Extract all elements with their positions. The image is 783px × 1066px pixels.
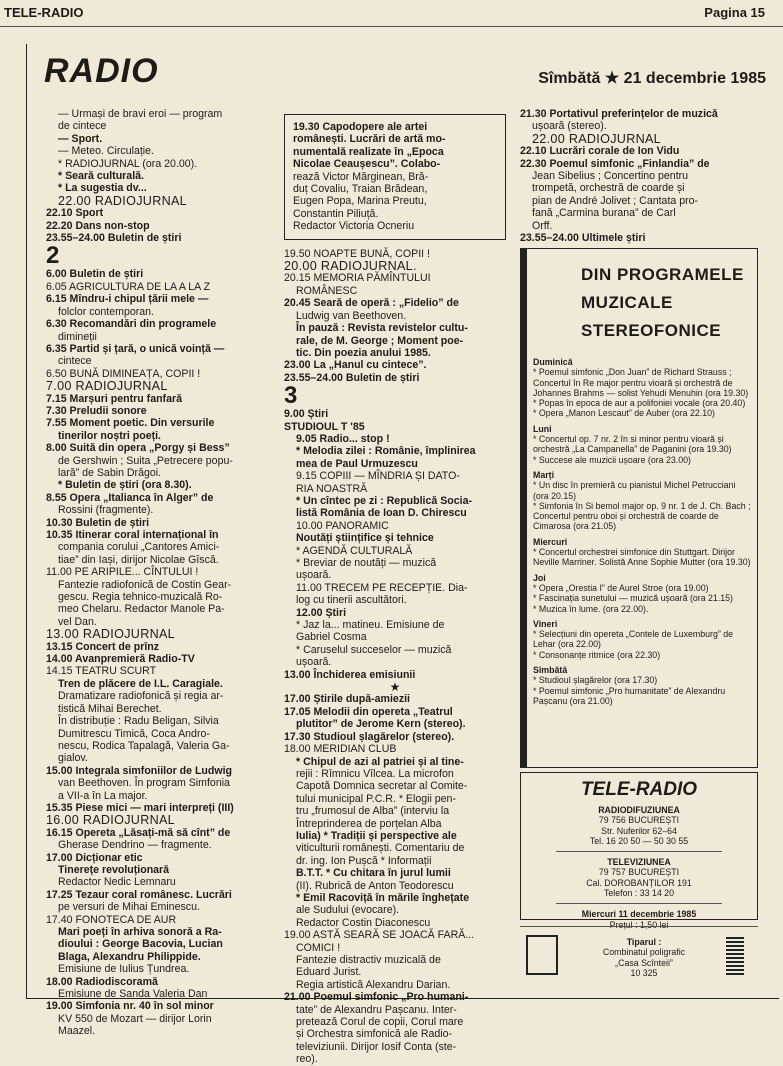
page-number: Pagina 15	[704, 5, 765, 20]
program-line: 6.50 BUNĂ DIMINEAȚA, COPII !	[46, 367, 201, 380]
program-line: lară” de Sabin Drăgoi.	[58, 466, 162, 479]
program-line: 20.45 Seară de operă : „Fidelio” de	[284, 297, 459, 310]
program-line: Constantin Piliuță.	[293, 207, 379, 220]
program-line: 19.50 NOAPTE BUNĂ, COPII !	[284, 247, 431, 260]
program-line: 12.00 Știri	[296, 606, 347, 619]
program-line: 21.30 Portativul preferințelor de muzică	[520, 108, 718, 120]
program-line: 19.00 Simfonia nr. 40 în sol minor	[46, 1000, 214, 1013]
program-line: STUDIOUL T '85	[284, 420, 365, 433]
program-line: rează Victor Mărginean, Bră-	[293, 170, 429, 183]
program-line: În distribuție : Radu Beligan, Silvia	[58, 715, 219, 728]
printer-info	[564, 937, 724, 978]
program-line: 11.00 TRECEM PE RECEPȚIE. Dia-	[296, 581, 468, 594]
program-line: vel Dan.	[58, 615, 97, 628]
program-line: * Seară culturală.	[58, 170, 144, 183]
info-line: Prețul : 1,50 lei	[609, 919, 669, 930]
program-line: Eduard Jurist.	[296, 966, 362, 979]
program-line: Rossini (fragmente).	[58, 504, 154, 517]
program-line: 17.00 Știrile după-amiezii	[284, 693, 410, 706]
program-line: * Studioul șlagărelor (ora 17.30)	[533, 675, 658, 686]
program-line: Blaga, Alexandru Philippide.	[58, 950, 201, 963]
program-line: 9.00 Știri	[284, 408, 329, 421]
program-line: 6.05 AGRICULTURA DE LA A LA Z	[46, 280, 211, 293]
program-line: duț Covaliu, Traian Brădean,	[293, 183, 428, 196]
program-line: Întreprinderea de porțelan Alba	[296, 817, 442, 830]
program-line: 22.10 Lucrări corale de Ion Vidu	[520, 145, 680, 158]
program-line: Eugen Popa, Marina Preutu,	[293, 195, 427, 208]
program-line: televiziunii. Dirijor Iosif Conta (ste-	[296, 1040, 457, 1053]
program-line: * Poemul simfonic „Don Juan” de Richard Strauss ; Concertul în Re major pentru vioară și orchestră de Johannes Brahms — solist Yehudi Menuhin (ora 19.30)	[533, 367, 749, 398]
program-line: 14.00 Avanpremieră Radio-TV	[46, 653, 195, 666]
program-line: rejii : Rîmnicu Vîlcea. La microfon	[296, 767, 454, 780]
program-line: Nicolae Ceaușescu”. Colabo-	[293, 158, 441, 171]
program-date: Sîmbătă ★ 21 decembrie 1985	[538, 70, 766, 87]
program-line: Vineri	[533, 618, 558, 629]
program-line: * Melodia zilei : Românie, împlinirea	[296, 445, 476, 458]
program-line: 21.00 Poemul simfonic „Pro humani-	[284, 991, 469, 1004]
program-line: * Opera „Orestia I” de Aurel Stroe (ora 19.00)	[533, 582, 709, 593]
printer-box	[520, 926, 758, 980]
program-line: cintece	[58, 355, 92, 368]
program-line: * Buletin de știri (ora 8.30).	[58, 479, 192, 492]
program-line: tiae” din Iași, dirijor Nicolae Gîscă.	[58, 553, 219, 566]
info-line: TELEVIZIUNEA	[607, 857, 671, 868]
program-line: * Chipul de azi al patriei și al tine-	[296, 755, 464, 768]
program-line: * La sugestia dv...	[58, 182, 147, 195]
program-line: Noutăți științifice și tehnice	[296, 532, 434, 545]
publication-name: TELE-RADIO	[4, 5, 84, 20]
program-line: Fantezie distractiv muzicală de	[296, 954, 441, 966]
program-line: 8.00 Suită din opera „Porgy și Bess”	[46, 442, 230, 455]
program-line: Duminică	[533, 357, 573, 367]
program-line: gialov.	[58, 752, 88, 765]
program-line: * Jaz la... matineu. Emisiune de	[296, 619, 445, 632]
program-line: * Concertul op. 7 nr. 2 în si minor pentru vioară și orchestră „La Campanella” de Paganini (ora 19.30)	[533, 434, 732, 455]
program-line: Emisiune de Iulius Țundrea.	[58, 963, 190, 976]
program-line: fană „Carmina burana” de Carl	[532, 207, 676, 220]
info-line: Tiparul :	[626, 937, 662, 947]
program-line: Redactor Nedic Lemnaru	[58, 876, 176, 889]
program-line: tate” de Alexandru Pașcanu. Inter-	[296, 1003, 457, 1016]
printer-logo-icon	[526, 935, 558, 975]
highlight-box	[284, 114, 506, 240]
info-line: 10 325	[630, 967, 658, 978]
program-line: 13.00 RADIOJURNAL	[46, 627, 175, 642]
program-line: 20.00 RADIOJURNAL.	[284, 259, 417, 274]
program-line: B.T.T. * Cu chitara în jurul lumii	[296, 867, 451, 880]
tv-address	[521, 857, 757, 898]
program-line: trompetă, orchestră de coarde și	[532, 182, 685, 195]
program-line: Sîmbătă	[533, 665, 568, 676]
program-line: Mari poeți în arhiva sonoră a Ra-	[58, 926, 222, 938]
program-line: tinerilor noștri poeți.	[58, 429, 161, 442]
program-line: tului municipal P.C.R. * Elogii pen-	[296, 792, 456, 805]
program-line: numentală realizate în „Epoca	[293, 145, 444, 158]
program-line: 23.55–24.00 Buletin de știri	[284, 371, 420, 384]
program-line: 18.00 MERIDIAN CLUB	[284, 743, 397, 756]
program-line: 22.00 RADIOJURNAL	[58, 193, 187, 208]
program-line: 18.00 Radiodiscoramă	[46, 975, 158, 988]
program-line: 17.30 Studioul șlagărelor (stereo).	[284, 730, 455, 743]
program-line: van Beethoven. În program Simfonia	[58, 777, 230, 790]
program-line: 6.15 Mîndru-i chipul țării mele —	[46, 293, 209, 306]
program-line: 7.30 Preludii sonore	[46, 404, 147, 417]
program-line: 19.00 ASTĂ SEARĂ SE JOACĂ FARĂ...	[284, 929, 475, 942]
program-line: folclor contemporan.	[58, 305, 154, 318]
program-line: — Meteo. Circulație.	[58, 145, 154, 158]
program-line: 20.15 MEMORIA PĂMÎNTULUI	[284, 272, 431, 285]
program-line: 17.25 Tezaur coral românesc. Lucrări	[46, 888, 232, 901]
program-line: românești. Lucrări de artă mo-	[293, 133, 446, 146]
stereo-title: DIN PROGRAMELE MUZICALE STEREOFONICE	[581, 265, 744, 340]
program-line: pian de André Jolivet ; Cantata pro-	[532, 194, 699, 207]
program-line: gescu. Regia tehnico-muzicală Ro-	[58, 591, 223, 604]
program-line: Ludwig van Beethoven.	[296, 309, 407, 322]
program-line: tistică Mihai Berechet.	[58, 702, 162, 715]
program-line: ușoară.	[296, 569, 332, 582]
program-line: Redactor Costin Diaconescu	[296, 916, 431, 929]
info-line: Cal. DOROBANȚILOR 191	[586, 877, 692, 888]
program-line: 22.00 RADIOJURNAL	[532, 131, 661, 146]
program-line: * AGENDĂ CULTURALĂ	[296, 544, 413, 557]
program-line: * Opera „Manon Lescaut” de Auber (ora 22.10)	[533, 408, 715, 419]
program-line: pe versuri de Mihai Eminescu.	[58, 901, 200, 914]
program-line: 22.10 Sport	[46, 207, 104, 220]
program-line: plutitor” de Jerome Kern (stereo).	[296, 718, 466, 731]
radio-address	[521, 805, 757, 846]
program-line: 10.30 Buletin de știri	[46, 516, 150, 529]
program-line: Maazel.	[58, 1025, 96, 1038]
program-line: Joi	[533, 572, 546, 583]
program-line: ROMÂNESC	[296, 284, 358, 297]
program-line: Gherase Dendrino — fragmente.	[58, 839, 212, 852]
program-line: 8.55 Opera „Italianca în Alger” de	[46, 491, 214, 504]
stereo-programs-box	[520, 248, 758, 768]
program-line: 7.55 Moment poetic. Din versurile	[46, 417, 215, 430]
program-line: Regia artistică Alexandru Darian.	[296, 978, 451, 991]
program-line: dimineții	[58, 330, 97, 343]
program-line: 10.35 Itinerar coral internațional în	[46, 529, 219, 541]
program-line: 6.00 Buletin de știri	[46, 268, 144, 281]
column-1	[46, 108, 264, 1038]
program-line: Emisiune de Sanda Valeria Dan	[58, 988, 208, 1001]
program-line: rale, de M. George ; Moment poe-	[296, 334, 464, 347]
program-line: * Un cîntec pe zi : Republică Socia-	[296, 494, 473, 507]
program-line: * Succese ale muzicii ușoare (ora 23.00)	[533, 454, 691, 465]
program-line: de Gershwin ; Suita „Petrecere popu-	[58, 454, 233, 467]
program-line: dr. ing. Ion Pușcă * Informații	[296, 854, 432, 867]
section-title-row	[26, 42, 766, 98]
program-line: mea de Paul Urmuzescu	[296, 457, 418, 470]
program-line: 2	[46, 242, 60, 270]
info-line: RADIODIFUZIUNEA	[598, 805, 680, 815]
program-line: reo).	[296, 1053, 318, 1066]
program-line: * Concertul orchestrei simfonice din Stuttgart. Dirijor Neville Marriner. Solistă Anne Sophie Mutter (ora 19.30)	[533, 547, 751, 568]
program-line: pretează Corul de copii, Corul mare	[296, 1016, 464, 1029]
program-line: — Urmași de bravi eroi — program	[58, 108, 223, 120]
program-line: — Sport.	[58, 132, 103, 145]
program-line: 10.00 PANORAMIC	[296, 519, 389, 532]
program-line: * Muzica în lume. (ora 22.00).	[533, 603, 649, 614]
program-line: * Simfonia în Si bemol major op. 9 nr. 1 de J. Ch. Bach ; Concertul pentru oboi și orchestră de coarde de Cimarosa (ora 21.05)	[533, 500, 751, 532]
program-line: 17.05 Melodii din opereta „Teatrul	[284, 705, 453, 718]
program-line: 3	[284, 382, 298, 410]
program-line: de cintece	[58, 120, 107, 133]
program-line: RIA NOASTRĂ	[296, 482, 368, 495]
program-line: 23.55–24.00 Ultimele știri	[520, 232, 646, 245]
program-line: Tren de plăcere de I.L. Caragiale.	[58, 677, 223, 690]
program-line: Iulia) * Tradiții și perspective ale	[296, 829, 457, 842]
program-line: Miercuri	[533, 536, 568, 547]
program-line: 19.30 Capodopere ale artei	[293, 121, 428, 133]
program-line: * Caruselul succeselor — muzică	[296, 643, 452, 656]
program-line: tru „frumosul de Alba” (interviu la	[296, 805, 450, 818]
program-line: a VII-a în La major.	[58, 789, 148, 802]
program-line: ușoară (stereo).	[532, 120, 607, 133]
program-line: tic. Din poezia anului 1985.	[296, 346, 431, 359]
program-line: 6.35 Partid și țară, o unică voință —	[46, 342, 225, 355]
program-line: * Poemul simfonic „Pro humanitate” de Alexandru Pașcanu (ora 21.00)	[533, 685, 726, 706]
program-line: Dramatizare radiofonică și regia ar-	[58, 690, 224, 703]
program-line: Capotă Domnica secretar al Comite-	[296, 780, 468, 793]
program-line: 13.00 Închiderea emisiunii	[284, 668, 416, 681]
program-line: 16.15 Opereta „Lăsați-mă să cînt” de	[46, 826, 231, 839]
program-line: 23.00 La „Hanul cu cintece”.	[284, 359, 427, 372]
program-line: Redactor Victoria Ocneriu	[293, 220, 415, 233]
program-line: Dumitrescu Timică, Coca Andro-	[58, 727, 210, 740]
info-line: 79 757 BUCUREȘTI	[598, 867, 680, 878]
info-line: Telefon : 33 14 20	[604, 888, 674, 899]
program-line: În pauză : Revista revistelor cultu-	[296, 322, 468, 335]
divider	[556, 903, 721, 904]
info-line: „Casa Scînteii”	[615, 957, 673, 968]
program-line: compania corului „Cantores Amici-	[58, 541, 220, 554]
program-line: ușoară.	[296, 656, 332, 669]
program-line: 15.00 Integrala simfoniilor de Ludwig	[46, 764, 233, 777]
program-line: KV 550 de Mozart — dirijor Lorin	[58, 1012, 212, 1025]
program-line: * Un disc în premieră cu pianistul Michel Petrucciani (ora 20.15)	[533, 480, 736, 501]
program-line: ★	[389, 680, 401, 695]
info-line: Tel. 16 20 50 — 50 30 55	[589, 835, 689, 846]
program-line: Orff.	[532, 219, 553, 232]
info-line: Combinatul poligrafic	[602, 947, 686, 958]
program-line: viticulturii românești. Comentariu de	[296, 842, 465, 855]
program-line: COMICI !	[296, 941, 341, 954]
program-line: 17.40 FONOTECA DE AUR	[46, 913, 177, 926]
program-line: 17.00 Dicționar etic	[46, 851, 143, 864]
program-line: nescu, Rodica Tapalagă, Valeria Ga-	[58, 739, 230, 752]
program-line: 9.05 Radio... stop !	[296, 432, 390, 445]
program-line: 23.55–24.00 Buletin de știri	[46, 232, 182, 245]
program-line: Luni	[533, 423, 552, 434]
program-line: * Fascinația sunetului — muzică ușoară (ora 21.15)	[533, 593, 733, 604]
program-line: și Orchestra simfonică ale Radio-	[296, 1028, 453, 1041]
program-line: Marți	[533, 469, 555, 480]
program-line: 22.30 Poemul simfonic „Finlandia” de	[520, 157, 710, 170]
program-line: meo Chelaru. Redactor Manole Pa-	[58, 603, 225, 616]
section-title: RADIO	[44, 52, 159, 90]
page-header	[0, 0, 783, 27]
program-line: ale Sudului (evocare).	[296, 904, 400, 917]
program-line: * Breviar de noutăți — muzică	[296, 557, 437, 569]
program-line: * Consonanțe ritmice (ora 22.30)	[533, 649, 661, 660]
program-line: * Emil Racoviță în mările înghețate	[296, 891, 470, 904]
program-line: 22.20 Dans non-stop	[46, 219, 150, 232]
program-line: (II). Rubrică de Anton Teodorescu	[296, 879, 454, 892]
info-line: Miercuri 11 decembrie 1985	[581, 909, 697, 920]
program-line: 11.00 PE ARIPILE... CÎNTULUI !	[46, 566, 199, 579]
program-line: 7.00 RADIOJURNAL	[46, 379, 168, 394]
publisher-title: TELE-RADIO	[580, 779, 698, 800]
program-line: Fantezie radiofonică de Costin Gear-	[58, 578, 232, 591]
program-line: Gabriel Cosma	[296, 631, 367, 644]
publisher-box	[520, 772, 758, 930]
column-3	[520, 108, 760, 244]
program-line: Tinerețe revoluționară	[58, 863, 170, 876]
program-line: 15.35 Piese mici — mari interpreți (III)	[46, 801, 234, 814]
program-line: * Popas în epoca de aur a polifoniei vocale (ora 20.40)	[533, 398, 746, 409]
program-line: 9.15 COPIII — MÎNDRIA ȘI DATO-	[296, 470, 460, 483]
program-line: 13.15 Concert de prînz	[46, 640, 160, 653]
info-line: Str. Nuferilor 62–64	[601, 825, 677, 836]
program-line: Jean Sibelius ; Concertino pentru	[532, 170, 689, 183]
column-2	[284, 114, 506, 1066]
program-line: 6.30 Recomandări din programele	[46, 318, 217, 331]
program-line: 14.15 TEATRU SCURT	[46, 665, 157, 678]
divider	[556, 851, 721, 852]
program-line: * Selecțiuni din opereta „Contele de Luxemburg” de Lehar (ora 22.00)	[533, 629, 734, 650]
program-line: 7.15 Marșuri pentru fanfară	[46, 392, 182, 405]
program-line: 16.00 RADIOJURNAL	[46, 813, 175, 828]
program-line: dioului : George Bacovia, Lucian	[58, 938, 223, 951]
barcode-icon	[726, 935, 744, 975]
program-line: * RADIOJURNAL (ora 20.00).	[58, 157, 198, 170]
info-line: 79 756 BUCUREȘTI	[598, 815, 680, 826]
stereo-items	[533, 357, 751, 706]
program-line: log cu tinerii ascultători.	[296, 594, 407, 607]
program-line: listă România de Ioan D. Chirescu	[296, 507, 467, 520]
